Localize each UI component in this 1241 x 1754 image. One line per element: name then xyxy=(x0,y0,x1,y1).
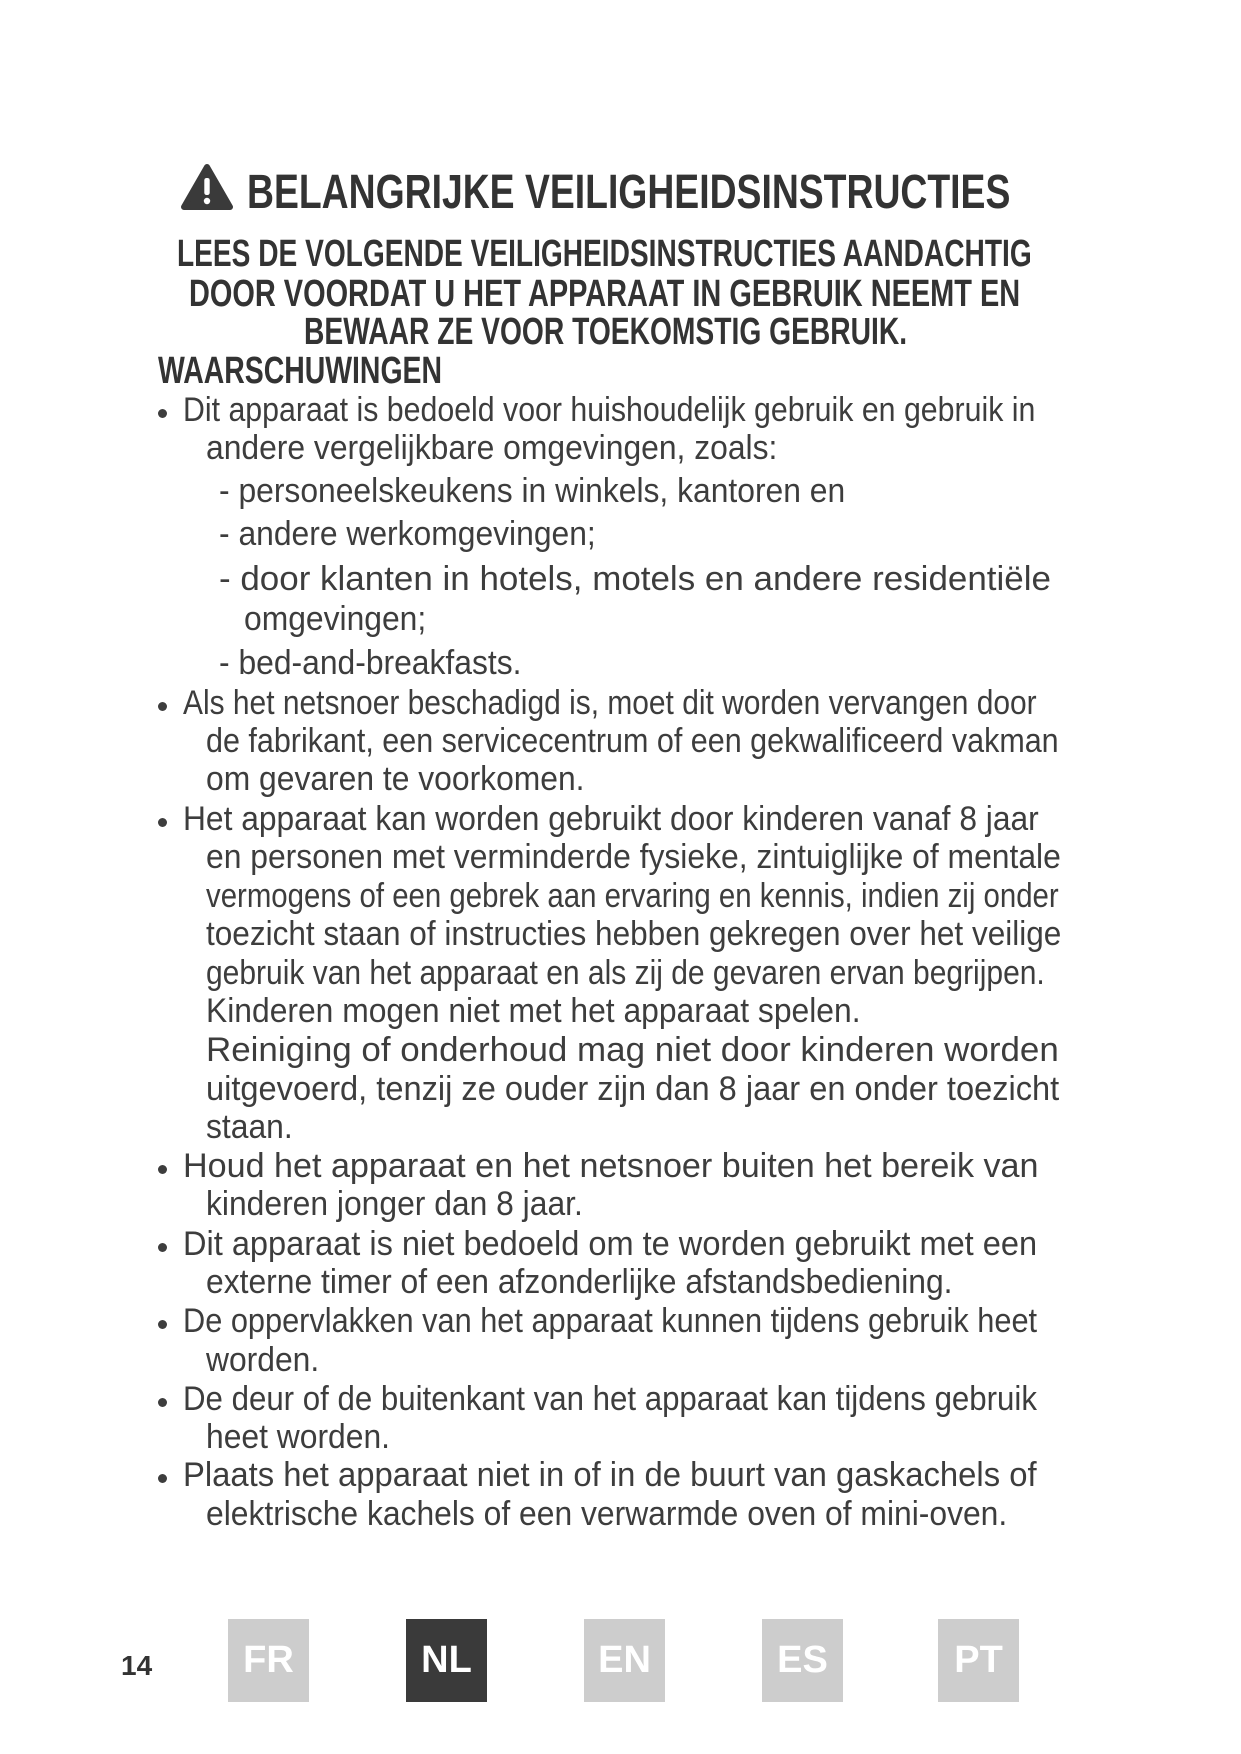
warning-1-line-1: Dit apparaat is bedoeld voor huishoudelijk gebruik en gebruik in xyxy=(183,391,1036,429)
warning-6-line-1: De oppervlakken van het apparaat kunnen tijdens gebruik heet xyxy=(183,1302,1038,1340)
warning-3-line-1: Het apparaat kan worden gebruikt door kinderen vanaf 8 jaar xyxy=(183,800,1039,838)
warning-7-line-1: De deur of de buitenkant van het apparaat kan tijdens gebruik xyxy=(183,1380,1037,1418)
language-tab-nl: NL xyxy=(406,1619,487,1702)
intro-line-1: LEES DE VOLGENDE VEILIGHEIDSINSTRUCTIES AANDACHTIG xyxy=(177,233,1032,275)
warning-3-line-7: Reiniging of onderhoud mag niet door kinderen worden xyxy=(206,1031,1059,1069)
warning-8-line-1: Plaats het apparaat niet in of in de buurt van gaskachels of xyxy=(183,1456,1037,1494)
warning-3-line-4: toezicht staan of instructies hebben gekregen over het veilige xyxy=(206,915,1062,953)
list-bullet xyxy=(158,409,167,418)
warning-3-line-5: gebruik van het apparaat en als zij de gevaren ervan begrijpen. xyxy=(206,954,1045,992)
intro-line-3: BEWAAR ZE VOOR TOEKOMSTIG GEBRUIK. xyxy=(304,311,908,353)
list-bullet xyxy=(158,1165,167,1174)
warning-4-line-2: kinderen jonger dan 8 jaar. xyxy=(206,1185,583,1223)
language-tab-es: ES xyxy=(762,1619,843,1702)
list-bullet xyxy=(158,818,167,827)
warning-8-line-2: elektrische kachels of een verwarmde oven of mini-oven. xyxy=(206,1495,1008,1533)
warning-3-line-9: staan. xyxy=(206,1108,293,1146)
warning-5-line-1: Dit apparaat is niet bedoeld om te worden gebruikt met een xyxy=(183,1225,1038,1263)
intro-line-2: DOOR VOORDAT U HET APPARAAT IN GEBRUIK NEEMT EN xyxy=(189,273,1021,315)
sub-item-2-line-1: - andere werkomgevingen; xyxy=(219,515,596,553)
list-bullet xyxy=(158,1398,167,1407)
list-bullet xyxy=(158,702,167,711)
list-bullet xyxy=(158,1474,167,1483)
warning-2-line-3: om gevaren te voorkomen. xyxy=(206,760,585,798)
warning-2-line-2: de fabrikant, een servicecentrum of een gekwalificeerd vakman xyxy=(206,722,1059,760)
sub-item-4-line-1: - bed-and-breakfasts. xyxy=(219,644,522,682)
sub-item-3-line-2: omgevingen; xyxy=(244,600,427,638)
warning-7-line-2: heet worden. xyxy=(206,1418,390,1456)
list-bullet xyxy=(158,1243,167,1252)
sub-item-3-line-1: - door klanten in hotels, motels en andere residentiële xyxy=(219,560,1051,598)
warning-3-line-3: vermogens of een gebrek aan ervaring en kennis, indien zij onder xyxy=(206,877,1059,915)
list-bullet xyxy=(158,1320,167,1329)
warning-5-line-2: externe timer of een afzonderlijke afstandsbediening. xyxy=(206,1263,953,1301)
warning-icon xyxy=(180,163,234,211)
warning-6-line-2: worden. xyxy=(206,1341,320,1379)
language-tab-fr: FR xyxy=(228,1619,309,1702)
page-title: BELANGRIJKE VEILIGHEIDSINSTRUCTIES xyxy=(247,166,1011,219)
warning-3-line-8: uitgevoerd, tenzij ze ouder zijn dan 8 jaar en onder toezicht xyxy=(206,1070,1060,1108)
page-number: 14 xyxy=(121,1650,153,1681)
warning-1-line-2: andere vergelijkbare omgevingen, zoals: xyxy=(206,429,778,467)
warning-3-line-2: en personen met verminderde fysieke, zintuiglijke of mentale xyxy=(206,838,1061,876)
language-tab-pt: PT xyxy=(938,1619,1019,1702)
section-heading: WAARSCHUWINGEN xyxy=(158,350,442,392)
language-tab-en: EN xyxy=(584,1619,665,1702)
warning-2-line-1: Als het netsnoer beschadigd is, moet dit worden vervangen door xyxy=(183,684,1037,722)
warning-3-line-6: Kinderen mogen niet met het apparaat spelen. xyxy=(206,992,861,1030)
sub-item-1-line-1: - personeelskeukens in winkels, kantoren en xyxy=(219,472,846,510)
warning-4-line-1: Houd het apparaat en het netsnoer buiten het bereik van xyxy=(183,1147,1039,1185)
